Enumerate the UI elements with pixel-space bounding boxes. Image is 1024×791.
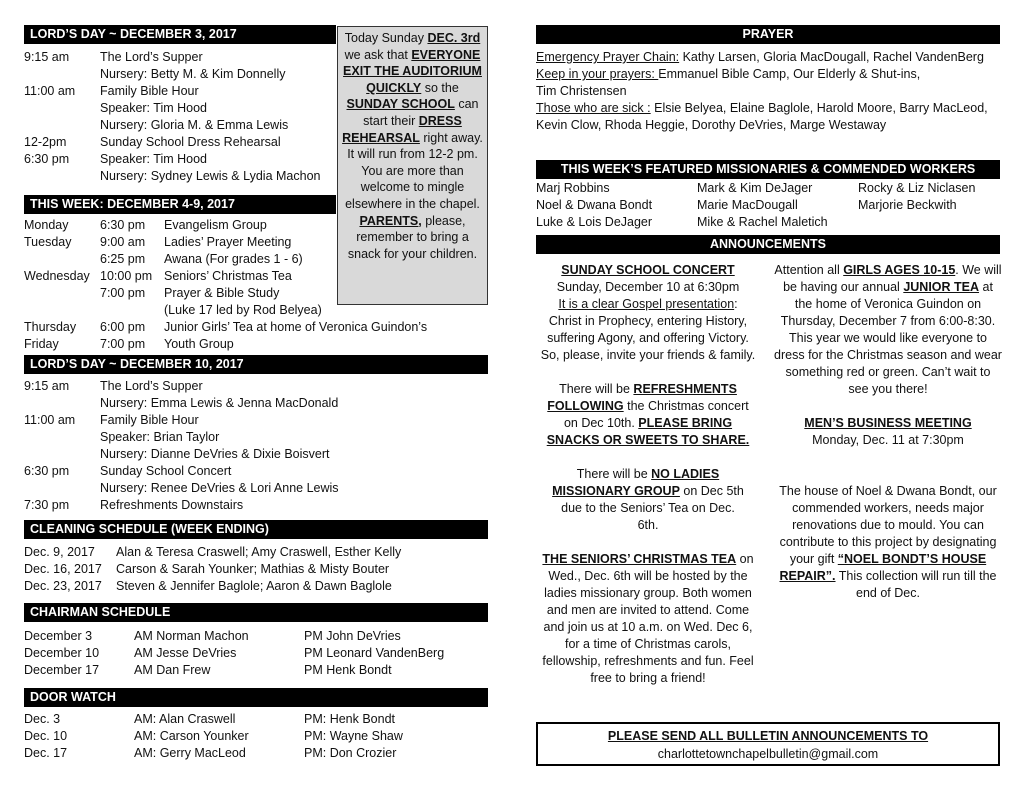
schedule-row: [24, 66, 336, 83]
schedule-cell: 6:00 pm: [100, 320, 146, 334]
schedule-cell: PM Leonard VandenBerg: [304, 646, 445, 660]
schedule-cell: Dec. 10: [24, 729, 68, 743]
schedule-cell: 7:30 pm: [24, 498, 70, 512]
bondt-house-notice: [774, 483, 1002, 602]
notice-parents: PARENTS,: [359, 213, 422, 228]
schedule-cell: Carson & Sarah Younker; Mathias & Misty Bouter: [116, 562, 390, 576]
schedule-cell: Steven & Jennifer Baglole; Aaron & Dawn Baglole: [116, 579, 392, 593]
schedule-cell: Prayer & Bible Study: [164, 286, 280, 300]
concert-line: suffering Agony, and offering Victory.: [547, 331, 749, 345]
ladies-text: There will be: [576, 467, 652, 481]
schedule-cell: AM: Carson Younker: [134, 729, 249, 743]
prayer-sick-text: Elsie Belyea, Elaine Baglole, Harold Moore, Barry MacLeod,: [650, 101, 988, 115]
schedule-cell: 9:15 am: [24, 50, 70, 64]
concert-title: SUNDAY SCHOOL CONCERT: [561, 263, 735, 277]
schedule-cell: Awana (For grades 1 - 6): [164, 252, 303, 266]
missionaries-col-3: [858, 180, 1003, 214]
refresh-bring-snacks: PLEASE BRING SNACKS OR SWEETS TO SHARE.: [546, 416, 750, 447]
prayer-chain-label: Emergency Prayer Chain:: [536, 50, 680, 64]
schedule-cell: Dec. 9, 2017: [24, 545, 95, 559]
schedule-cell: (Luke 17 led by Rod Belyea): [164, 303, 322, 317]
notice-text: so the: [421, 80, 459, 95]
schedule-cell: PM: Don Crozier: [304, 746, 397, 760]
missionaries-header: THIS WEEK’S FEATURED MISSIONARIES & COMMENDED WORKERS: [536, 160, 1000, 179]
schedule-cell: 6:25 pm: [100, 252, 146, 266]
missionaries-col-1: [536, 180, 696, 231]
seniors-tea-notice: [532, 551, 764, 687]
prayer-keep: [536, 66, 1006, 83]
girls-text: Attention all: [774, 263, 844, 277]
schedule-row: [24, 728, 486, 745]
schedule-row: [24, 463, 486, 480]
schedule-cell: AM Jesse DeVries: [134, 646, 237, 660]
schedule-cell: AM: Gerry MacLeod: [134, 746, 246, 760]
notice-text: we ask that: [344, 47, 412, 62]
schedule-row: [24, 134, 336, 151]
announcements-left-column: [532, 262, 764, 687]
chairman-schedule: [24, 628, 486, 679]
schedule-row: [24, 628, 486, 645]
schedule-cell: Friday: [24, 337, 59, 351]
lords-day-dec3-schedule: [24, 49, 336, 185]
prayer-sick-label: Those who are sick :: [536, 101, 651, 115]
seniors-tea-title: THE SENIORS’ CHRISTMAS TEA: [542, 552, 737, 566]
concert-colon: :: [734, 297, 738, 311]
dress-rehearsal-notice: [337, 26, 488, 305]
schedule-cell: December 3: [24, 629, 93, 643]
schedule-row: [24, 645, 486, 662]
schedule-row: [24, 151, 336, 168]
schedule-row: [24, 561, 486, 578]
schedule-row: [24, 662, 486, 679]
schedule-cell: Family Bible Hour: [100, 413, 199, 427]
schedule-cell: PM John DeVries: [304, 629, 401, 643]
notice-date: DEC. 3rd: [427, 31, 481, 45]
schedule-cell: Sunday School Dress Rehearsal: [100, 135, 281, 149]
schedule-cell: Evangelism Group: [164, 218, 267, 232]
no-ladies-group-notice: [532, 466, 764, 534]
schedule-cell: 6:30 pm: [100, 218, 146, 232]
schedule-cell: Dec. 16, 2017: [24, 562, 102, 576]
missionary: Marjorie Beckwith: [858, 198, 957, 212]
mens-business-meeting: [774, 415, 1002, 449]
girls-ages: GIRLS AGES 10-15: [843, 263, 956, 277]
missionary: Rocky & Liz Niclasen: [858, 181, 976, 195]
notice-text: Today Sunday: [344, 31, 428, 45]
sunday-school-concert: [532, 262, 764, 364]
schedule-cell: Ladies’ Prayer Meeting: [164, 235, 292, 249]
schedule-cell: Family Bible Hour: [100, 84, 199, 98]
notice-sunday-school: SUNDAY SCHOOL: [346, 97, 455, 112]
schedule-cell: Alan & Teresa Craswell; Amy Craswell, Esther Kelly: [116, 545, 402, 559]
prayer-section: [536, 49, 1006, 134]
door-watch-header: DOOR WATCH: [24, 688, 488, 707]
concert-line: So, please, invite your friends & family.: [540, 348, 756, 362]
schedule-cell: AM Norman Machon: [134, 629, 249, 643]
notice-text: please, remember to bring a snack for your children.: [347, 213, 478, 261]
schedule-cell: Sunday School Concert: [100, 464, 232, 478]
schedule-row: [24, 745, 486, 762]
seniors-text: on Wed., Dec. 6th will be hosted by the ladies missionary group. Both women and men are invited to attend. Come and join us at 10 a.m. on Wed. Dec 6, for a time of Christmas carols, fellowship, refreshments and fun. Feel free to bring a friend!: [542, 552, 754, 685]
schedule-cell: 7:00 pm: [100, 286, 146, 300]
prayer-chain: [536, 49, 1006, 66]
schedule-cell: December 17: [24, 663, 100, 677]
concert-gospel: It is a clear Gospel presentation: [558, 297, 735, 311]
prayer-keep-2: Tim Christensen: [536, 84, 627, 98]
missionary: Mark & Kim DeJager: [697, 181, 813, 195]
schedule-row: [24, 83, 336, 100]
refresh-text: the Christmas concert on Dec 10th.: [563, 399, 749, 430]
footer-email[interactable]: charlottetownchapelbulletin@gmail.com: [657, 747, 879, 761]
schedule-row: [24, 578, 486, 595]
notice-text: right away. It will run from 12-2 pm. You are more than welcome to mingle elsewhere in the chapel.: [345, 130, 483, 211]
schedule-cell: Speaker: Tim Hood: [100, 152, 207, 166]
schedule-cell: Nursery: Gloria M. & Emma Lewis: [100, 118, 289, 132]
schedule-row: [24, 480, 486, 497]
schedule-cell: Nursery: Betty M. & Kim Donnelly: [100, 67, 286, 81]
schedule-cell: 6:30 pm: [24, 464, 70, 478]
schedule-cell: Dec. 17: [24, 746, 68, 760]
schedule-cell: Junior Girls’ Tea at home of Veronica Guindon’s: [164, 320, 428, 334]
schedule-row: [24, 544, 486, 561]
schedule-cell: AM: Alan Craswell: [134, 712, 236, 726]
prayer-keep-label: Keep in your prayers:: [536, 67, 659, 81]
schedule-cell: The Lord’s Supper: [100, 379, 203, 393]
schedule-cell: AM Dan Frew: [134, 663, 211, 677]
schedule-cell: 6:30 pm: [24, 152, 70, 166]
schedule-cell: Refreshments Downstairs: [100, 498, 244, 512]
schedule-cell: Speaker: Brian Taylor: [100, 430, 220, 444]
schedule-cell: Nursery: Emma Lewis & Jenna MacDonald: [100, 396, 339, 410]
schedule-row: [24, 446, 486, 463]
schedule-cell: 11:00 am: [24, 413, 76, 427]
schedule-cell: Monday: [24, 218, 69, 232]
missionary: Luke & Lois DeJager: [536, 215, 653, 229]
schedule-cell: 11:00 am: [24, 84, 76, 98]
lords-day-dec3-header: LORD’S DAY ~ DECEMBER 3, 2017: [24, 25, 336, 44]
ladies-group: NO LADIES MISSIONARY GROUP: [552, 467, 720, 498]
schedule-cell: Youth Group: [164, 337, 234, 351]
schedule-cell: Dec. 23, 2017: [24, 579, 102, 593]
schedule-cell: Nursery: Sydney Lewis & Lydia Machon: [100, 169, 321, 183]
schedule-row: [24, 378, 486, 395]
bondt-text: The house of Noel & Dwana Bondt, our commended workers, needs major renovations due to mould. You can contribute to this project by designating your gift: [779, 484, 997, 566]
lords-day-dec10-header: LORD’S DAY ~ DECEMBER 10, 2017: [24, 355, 488, 374]
cleaning-schedule: [24, 544, 486, 595]
schedule-row: [24, 100, 336, 117]
schedule-cell: Tuesday: [24, 235, 72, 249]
junior-tea-notice: [774, 262, 1002, 398]
prayer-chain-text: Kathy Larsen, Gloria MacDougall, Rachel VandenBerg: [679, 50, 984, 64]
schedule-cell: Seniors’ Christmas Tea: [164, 269, 292, 283]
prayer-sick: [536, 100, 1006, 117]
schedule-cell: Nursery: Dianne DeVries & Dixie Boisvert: [100, 447, 330, 461]
missionary: Marie MacDougall: [697, 198, 798, 212]
schedule-cell: Nursery: Renee DeVries & Lori Anne Lewis: [100, 481, 339, 495]
prayer-keep-text: Emmanuel Bible Camp, Our Elderly & Shut-ins,: [658, 67, 921, 81]
mens-date: Monday, Dec. 11 at 7:30pm: [812, 433, 964, 447]
cleaning-schedule-header: CLEANING SCHEDULE (WEEK ENDING): [24, 520, 488, 539]
schedule-cell: 9:00 am: [100, 235, 146, 249]
schedule-row: [24, 168, 336, 185]
schedule-row: [24, 412, 486, 429]
schedule-cell: Wednesday: [24, 269, 90, 283]
schedule-cell: 7:00 pm: [100, 337, 146, 351]
bondt-text: This collection will run till the end of Dec.: [835, 569, 997, 600]
girls-text: at the home of Veronica Guindon on Thursday, December 7 from 6:00-8:30. This year we would like everyone to dress for the Christmas season and wear something red or green. Can’t wait to see you there!: [774, 280, 1002, 396]
schedule-row: [24, 395, 486, 412]
footer-title: PLEASE SEND ALL BULLETIN ANNOUNCEMENTS TO: [607, 729, 929, 743]
schedule-cell: 9:15 am: [24, 379, 70, 393]
notice-text: can start their: [363, 97, 479, 128]
bulletin-footer: [536, 722, 1000, 766]
schedule-row: [24, 49, 336, 66]
lords-day-dec10-schedule: [24, 378, 486, 514]
schedule-cell: 10:00 pm: [100, 269, 153, 283]
schedule-cell: Speaker: Tim Hood: [100, 101, 207, 115]
mens-title: MEN’S BUSINESS MEETING: [804, 416, 972, 430]
girls-text: . We will be having our annual: [783, 263, 1002, 294]
missionary: Noel & Dwana Bondt: [536, 198, 653, 212]
missionaries-col-2: [697, 180, 857, 231]
junior-tea: JUNIOR TEA: [903, 280, 980, 294]
schedule-cell: December 10: [24, 646, 100, 660]
prayer-header: PRAYER: [536, 25, 1000, 44]
schedule-row: [24, 711, 486, 728]
schedule-cell: The Lord’s Supper: [100, 50, 203, 64]
notice-exit: EVERYONE EXIT THE AUDITORIUM QUICKLY: [343, 47, 482, 95]
this-week-header: THIS WEEK: DECEMBER 4-9, 2017: [24, 195, 336, 214]
notice-dress-rehearsal: DRESS REHEARSAL: [342, 113, 462, 145]
refresh-following: REFRESHMENTS FOLLOWING: [547, 382, 737, 413]
missionary: Mike & Rachel Maletich: [697, 215, 828, 229]
schedule-cell: PM: Wayne Shaw: [304, 729, 403, 743]
announcements-right-column: [774, 262, 1002, 602]
door-watch-schedule: [24, 711, 486, 762]
schedule-row: [24, 497, 486, 514]
schedule-cell: Thursday: [24, 320, 77, 334]
schedule-row: [24, 117, 336, 134]
refreshments-notice: [532, 381, 764, 449]
schedule-row: [24, 319, 486, 336]
schedule-cell: Dec. 3: [24, 712, 61, 726]
schedule-cell: PM Henk Bondt: [304, 663, 392, 677]
schedule-cell: 12-2pm: [24, 135, 67, 149]
schedule-cell: PM: Henk Bondt: [304, 712, 396, 726]
bondt-gift: “NOEL BONDT’S HOUSE REPAIR”.: [779, 552, 987, 583]
refresh-text: There will be: [559, 382, 634, 396]
concert-line: Christ in Prophecy, entering History,: [548, 314, 748, 328]
prayer-sick-2: Kevin Clow, Rhoda Heggie, Dorothy DeVries, Marge Westaway: [536, 118, 887, 132]
chairman-schedule-header: CHAIRMAN SCHEDULE: [24, 603, 488, 622]
concert-date: Sunday, December 10 at 6:30pm: [556, 280, 740, 294]
missionary: Marj Robbins: [536, 181, 610, 195]
announcements-header: ANNOUNCEMENTS: [536, 235, 1000, 254]
schedule-row: [24, 336, 486, 353]
ladies-text: on Dec 5th due to the Seniors’ Tea on Dec. 6th.: [561, 484, 744, 532]
schedule-row: [24, 429, 486, 446]
